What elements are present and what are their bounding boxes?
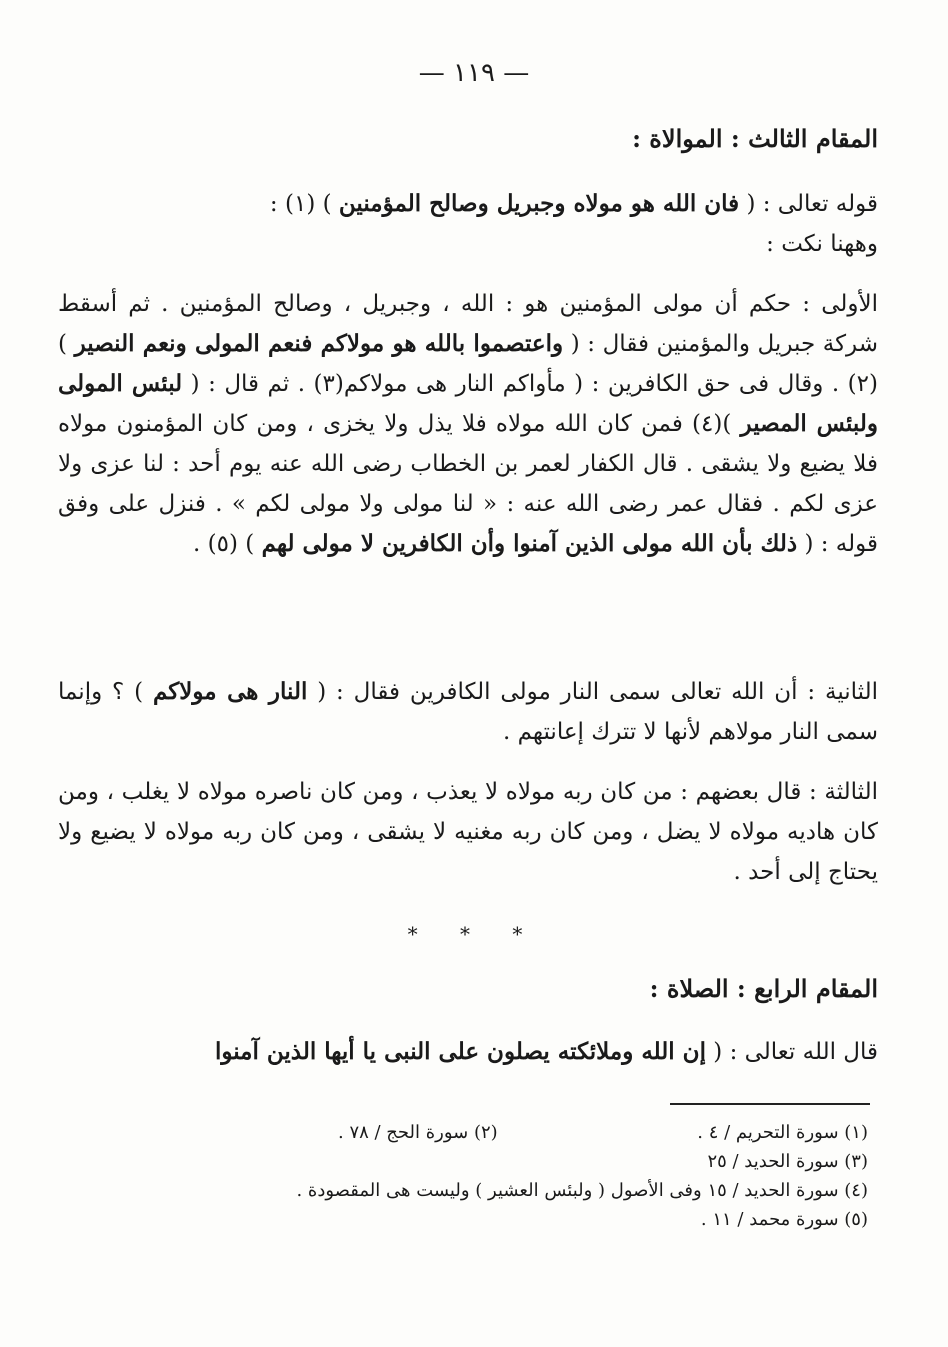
footnote-3: (٣) سورة الحديد / ٢٥	[707, 1151, 868, 1172]
footnote-row	[268, 1118, 868, 1147]
section4-line	[58, 1032, 878, 1072]
paragraph-first	[58, 284, 878, 564]
footnote-1: (١) سورة التحريم / ٤ .	[697, 1122, 868, 1143]
p1-text-d: ) (٥) .	[193, 531, 255, 557]
section3-intro	[58, 184, 878, 264]
p2-quote: النار هى مولاكم	[152, 678, 308, 705]
section-separator: * * *	[407, 922, 541, 946]
intro-quran-quote: فان الله هو مولاه وجبريل وصالح المؤمنين	[338, 190, 740, 217]
section4-heading: المقام الرابع : الصلاة :	[649, 974, 878, 1003]
paragraph-third: الثالثة : قال بعضهم : من كان ربه مولاه لا يعذب ، ومن كان ناصره مولاه لا يغلب ، ومن كان هاديه مولاه لا يضل ، ومن كان ربه مغنيه لا يشقى ، ومن كان ربه مولاه لا يضيع ولا يحتاج إلى أحد .	[58, 779, 878, 885]
page-number: — ١١٩ —	[418, 58, 530, 88]
footnote-5: (٥) سورة محمد / ١١ .	[700, 1209, 868, 1230]
p1-text-a: الأولى : حكم أن مولى المؤمنين هو : الله ، وجبريل ، وصالح المؤمنين . ثم أسقط شركة جبريل والمؤمنين فقال : (	[58, 291, 879, 357]
footnote-divider	[670, 1103, 870, 1105]
p1-quote-3: ذلك بأن الله مولى الذين آمنوا وأن الكافرين لا مولى لهم	[261, 530, 798, 557]
intro-line2: وههنا نكت :	[766, 231, 878, 257]
p2-text-a: الثانية : أن الله تعالى سمى النار مولى الكافرين فقال : (	[317, 679, 879, 705]
footnote-4: (٤) سورة الحديد / ١٥ وفى الأصول ( ولبئس العشير ) وليست هى المقصودة .	[296, 1180, 868, 1201]
intro-prefix: قوله تعالى : (	[746, 191, 878, 217]
footnote-2: (٢) سورة الحج / ٧٨ .	[338, 1122, 498, 1143]
s4-quran-quote: إن الله وملائكته يصلون على النبى يا أيها الذين آمنوا	[214, 1038, 706, 1065]
footnotes	[268, 1118, 868, 1234]
section3-heading: المقام الثالث : الموالاة :	[632, 124, 878, 153]
p1-quote-1: واعتصموا بالله هو مولاكم فنعم المولى ونعم النصير	[74, 330, 564, 357]
s4-prefix: قال الله تعالى : (	[713, 1039, 878, 1065]
p2-text-b: ) ؟ وإنما سمى النار مولاهم لأنها لا تترك إعانتهم .	[58, 679, 878, 745]
paragraph-second	[58, 672, 878, 752]
p1-text-b: ) (٢) . وقال فى حق الكافرين : ( مأواكم النار هى مولاكم(٣) . ثم قال : (	[58, 331, 879, 397]
p1-quote-2: لبئس المولى ولبئس المصير	[58, 370, 878, 437]
p1-text-c: )(٤) فمن كان الله مولاه فلا يذل ولا يخزى ، ومن كان المؤمنون مولاه فلا يضيع ولا يشقى . قال الكفار لعمر بن الخطاب رضى الله عنه يوم أحد : لنا عزى ولا عزى لكم . فقال عمر رضى الله عنه : « لنا مولى ولا مولى لكم » . فنزل على وفق قوله : (	[58, 411, 878, 557]
intro-suffix: ) (١) :	[269, 191, 332, 217]
